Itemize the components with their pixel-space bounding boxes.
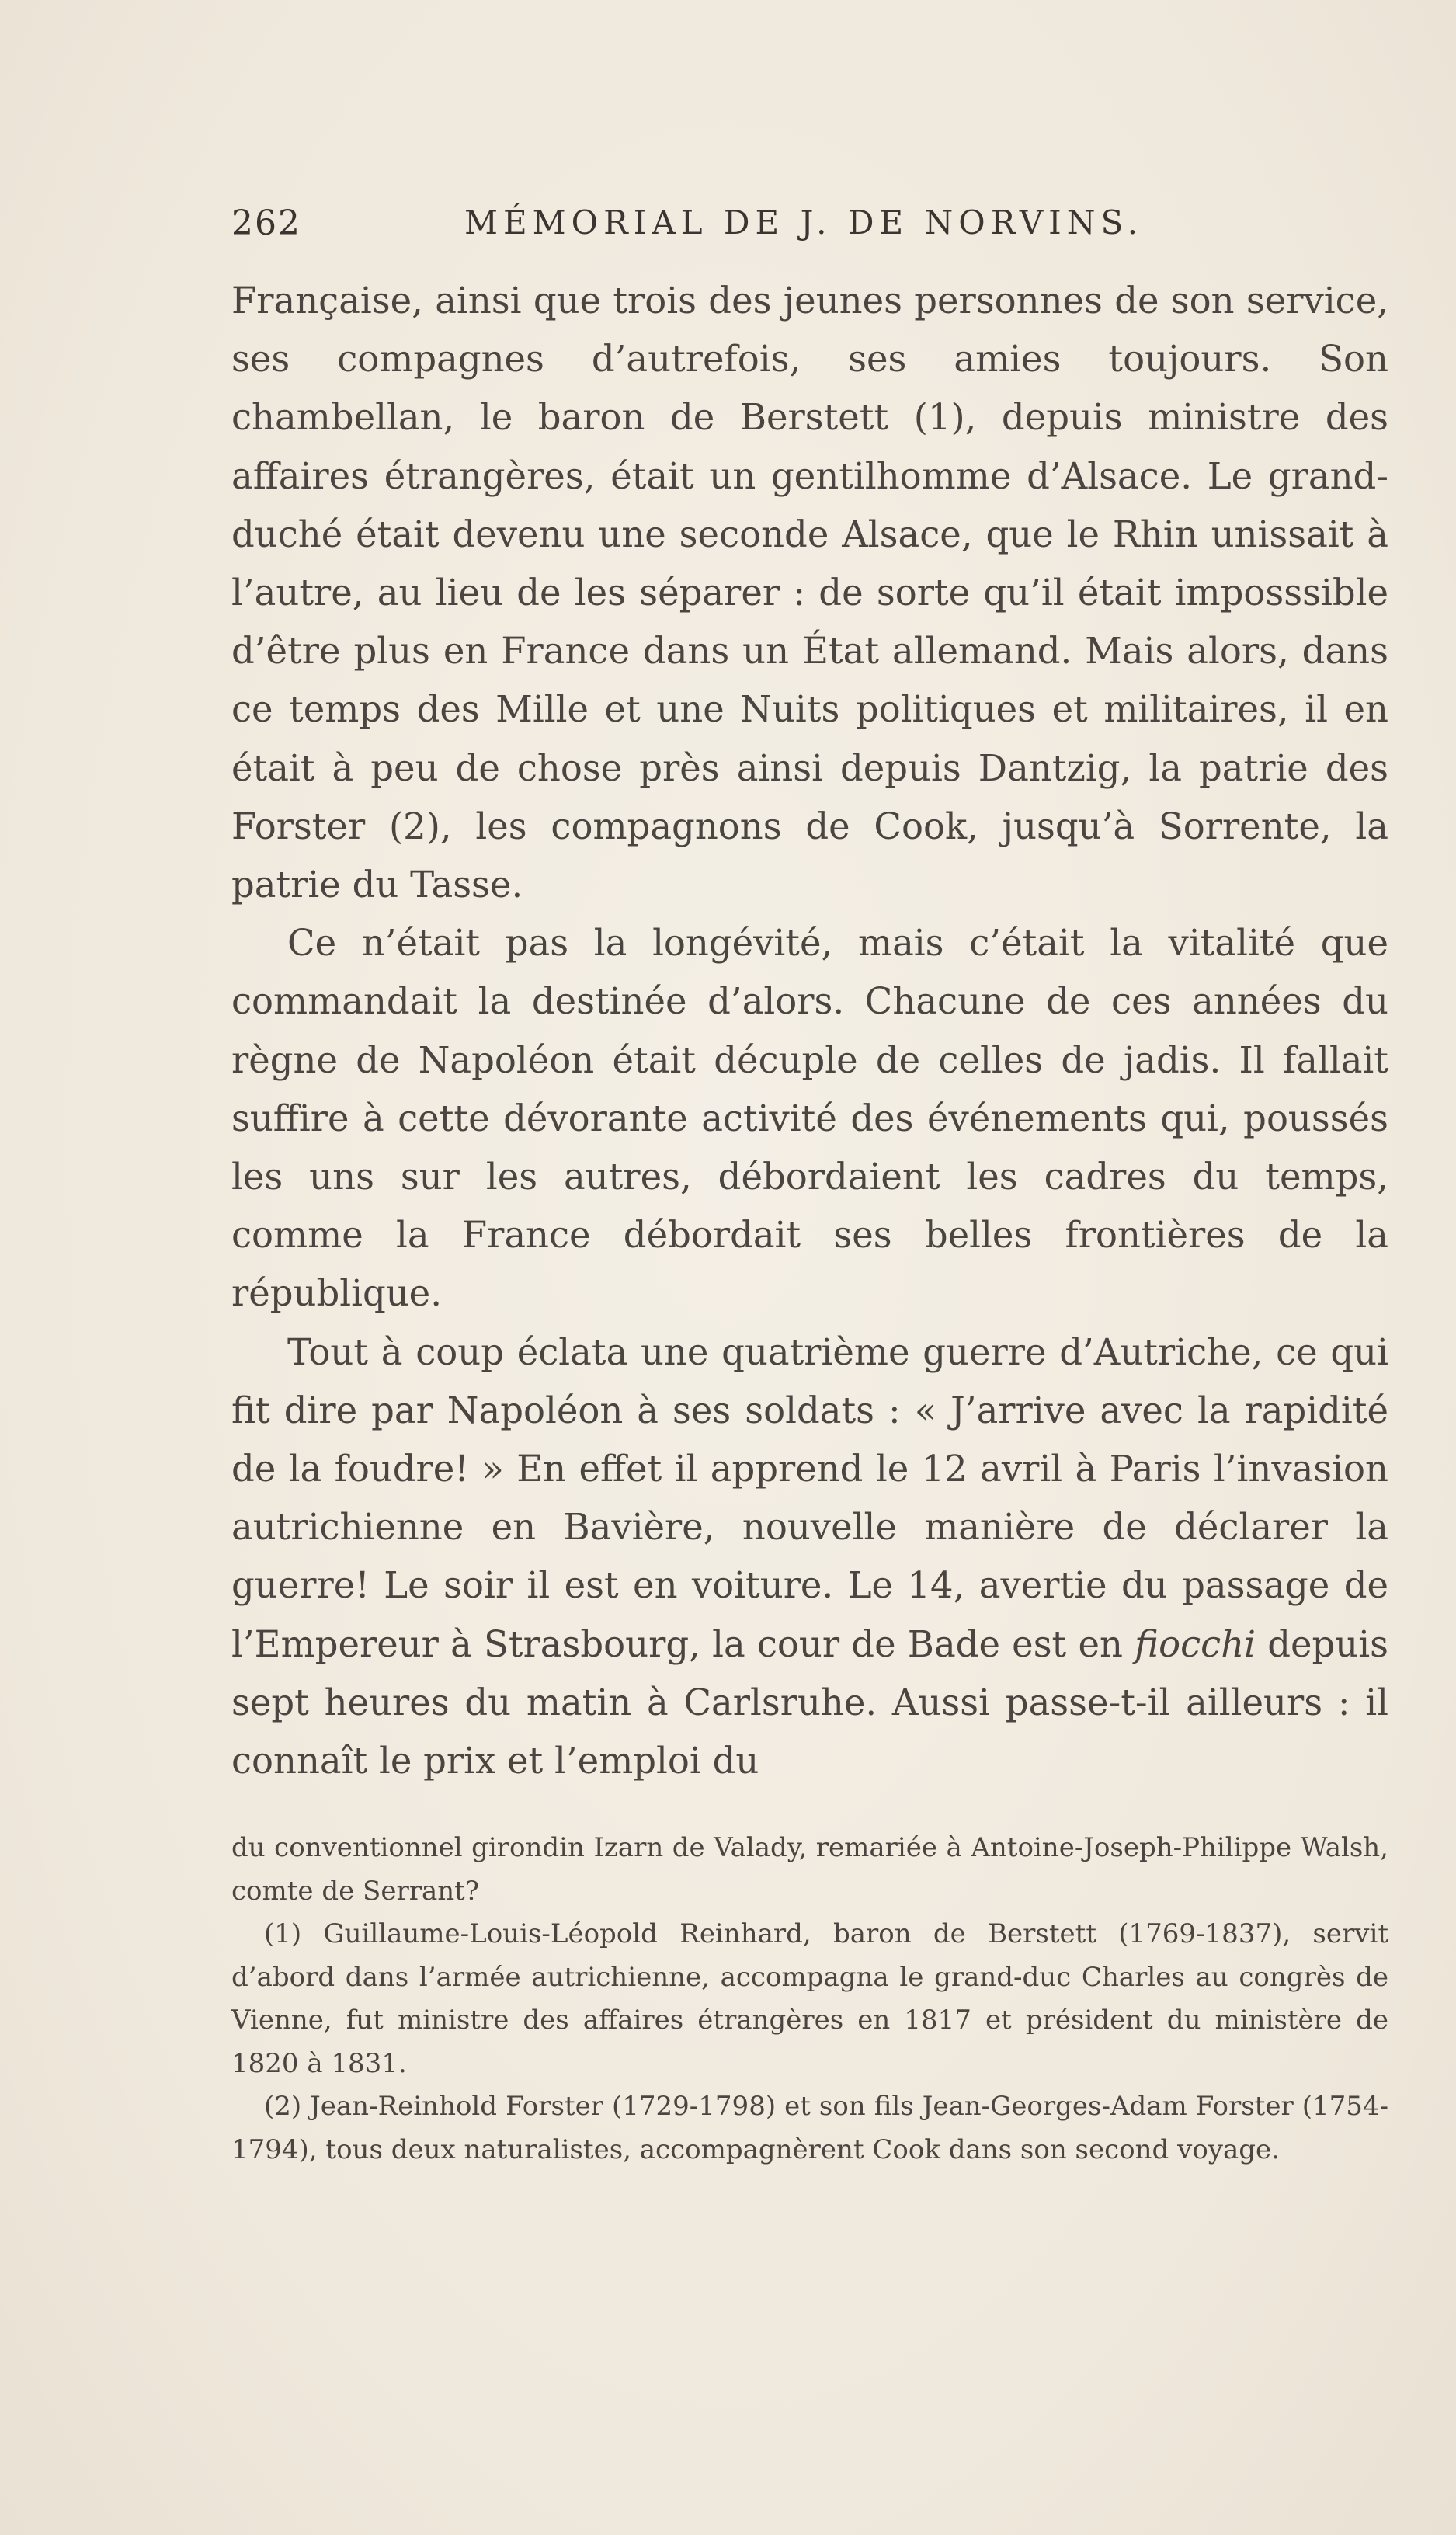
footnote-2: (2) Jean-Reinhold Forster (1729-1798) et son fils Jean-Georges-Adam Forster (1754-1794), tous deux naturalistes, accompagnèrent Cook dans son second voyage. <box>231 2091 1388 2165</box>
paragraph-2: Ce n’était pas la longévité, mais c’était la vitalité que commandait la destinée d’alors. Chacune de ces années du règne de Napoléon était décuple de celles de jadis. Il fallait suffire à cette dévorante activité des événements qui, poussés les uns sur les autres, débordaient les cadres du temps, comme la France débordait ses belles frontières de la république. <box>231 922 1388 1315</box>
paragraph-3-italic-word: fiocchi <box>1135 1622 1256 1665</box>
paragraph-1: Française, ainsi que trois des jeunes personnes de son service, ses compagnes d’autrefois, ses amies toujours. Son chambellan, le baron de Berstett (1), depuis ministre des affaires étrangères, était un gentilhomme d’Alsace. Le grand-duché était devenu une seconde Alsace, que le Rhin unissait à l’autre, au lieu de les séparer : de sorte qu’il était imposssible d’être plus en France dans un État allemand. Mais alors, dans ce temps des Mille et une Nuits politiques et militaires, il en était à peu de chose près ainsi depuis Dantzig, la patrie des Forster (2), les compagnons de Cook, jusqu’à Sorrente, la patrie du Tasse. <box>231 280 1388 906</box>
running-head: MÉMORIAL DE J. DE NORVINS. <box>464 203 1144 242</box>
footnote-1: (1) Guillaume-Louis-Léopold Reinhard, baron de Berstett (1769-1837), servit d’abord dans l’armée autrichienne, accompagna le grand-duc Charles au congrès de Vienne, fut ministre des affaires étrangères en 1817 et président du ministère de 1820 à 1831. <box>231 1918 1388 2079</box>
page-number: 262 <box>231 203 301 243</box>
paragraph-3-text-after: depuis sept heures du matin à Carlsruhe. Aussi passe-t-il ailleurs : il connaît le prix et l’emploi du <box>231 1622 1388 1782</box>
footnote-continuation: du conventionnel girondin Izarn de Valady, remariée à Antoine-Joseph-Philippe Walsh, comte de Serrant? <box>231 1832 1388 1907</box>
page-header <box>231 203 1381 250</box>
paragraph-3 <box>231 1323 1388 1791</box>
footnotes <box>231 1827 1388 2172</box>
paragraph-3-text-before: Tout à coup éclata une quatrième guerre d’Autriche, ce qui fit dire par Napoléon à ses soldats : « J’arrive avec la rapidité de la foudre! » En effet il apprend le 12 avril à Paris l’invasion autrichienne en Bavière, nouvelle manière de déclarer la guerre! Le soir il est en voiture. Le 14, avertie du passage de l’Empereur à Strasbourg, la cour de Bade est en <box>231 1330 1388 1665</box>
main-text <box>231 272 1388 1790</box>
